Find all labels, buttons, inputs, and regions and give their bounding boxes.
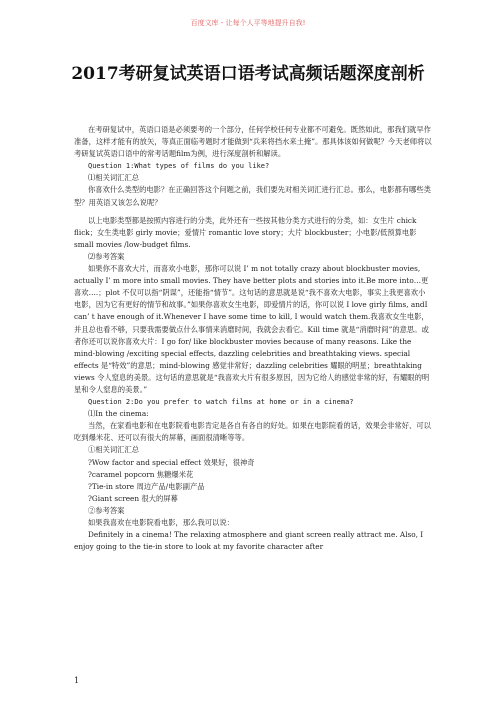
- paragraph: ?Tie-in store 周边产品/电影副产品: [88, 481, 205, 491]
- page-header: 百度文库 - 让每个人平等地提升自我!: [190, 19, 306, 27]
- paragraph: Question 2:Do you prefer to watch films at home or in a cinema?: [88, 398, 354, 407]
- paragraph: 如果我喜欢在电影院看电影，那么我可以说：: [88, 518, 234, 527]
- paragraph: 你喜欢什么类型的电影？在正确回答这个问题之前，我们要先对相关词汇进行汇总。那么，电影都有哪些类型？用英语又该怎么说呢？: [74, 185, 431, 207]
- paragraph: 以上电影类型都是按照内容进行的分类，此外还有一些按其他分类方式进行的分类，如：女生片 chick flick；女生类电影 girly movie；爱情片 romantic love story；大片 blockbuster；小电影/低预算电影 small movies /low-budget films.: [74, 215, 417, 249]
- page-number: 1: [74, 676, 80, 685]
- document-body: [74, 124, 432, 553]
- paragraph: ①相关词汇汇总: [88, 445, 140, 455]
- paragraph: ?Giant screen 很大的屏幕: [88, 493, 178, 503]
- paragraph: ⑴相关词汇汇总: [88, 173, 140, 183]
- paragraph: ⑵参考答案: [88, 251, 125, 261]
- paragraph: 在考研复试中，英语口语是必须要考的一个部分，任何学校任何专业都不可避免。既然如此，那我们就早作准备，这样才能有的放矢，等真正面临考题时才能做到“兵来将挡水来土掩”。那具体该如何做呢？今天老师将以考研复试英语口语中的常考话题film为例，进行深度剖析和解读。: [74, 125, 432, 159]
- document-title: 2017考研复试英语口语考试高频话题深度剖析: [71, 64, 425, 84]
- paragraph: ?caramel popcorn 焦糖爆米花: [88, 469, 194, 479]
- paragraph: 如果你不喜欢大片，而喜欢小电影，那你可以说 I’ m not totally crazy about blockbuster movies, actually I’ m more into small movies. They have better plots and stories into it.Be more into…更喜欢….；plot 不仅可以指“阴谋”，还能指“情节”。这句话的意思就是说“我不喜欢大电影，事实上我更喜欢小电影，因为它有更好的情节和故事。”如果你喜欢女生电影，即爱情片的话，你可以说 I love girly films, andI can’ t have enough of it.Whenever I have some time to kill, I would watch them.我喜欢女生电影，并且总也看不够，只要我需要做点什么事情来消磨时间，我就会去看它。Kill time 就是“消磨时间”的意思。或者你还可以说你喜欢大片：I go for/ like blockbuster movies because of many reasons. Like the mind-blowing /exciting special effects, dazzling celebrities and breathtaking views. special effects 是“特效”的意思；mind-blowing 感觉非常好；dazzling celebrities 耀眼的明星；breathtaking views 令人窒息的美景。这句话的意思就是“我喜欢大片有很多原因，因为它给人的感觉非常的好，有耀眼的明星和令人窒息的美景。”: [74, 264, 430, 394]
- paragraph: ⑴In the cinema:: [88, 409, 149, 419]
- paragraph: ?Wow factor and special effect 效果好，很神奇: [88, 457, 255, 467]
- paragraph: ②参考答案: [88, 505, 125, 515]
- paragraph: Definitely in a cinema! The relaxing atmosphere and giant screen really attract me. Also, I enjoy going to the tie-in store to look at my favorite character after: [74, 530, 424, 552]
- paragraph: 当然，在家看电影和在电影院看电影肯定是各自有各自的好处。如果在电影院看的话，效果会非常好、可以吃到爆米花、还可以有很大的屏幕，画面很清晰等等。: [74, 421, 431, 443]
- paragraph: Question 1:What types of films do you like?: [88, 162, 270, 171]
